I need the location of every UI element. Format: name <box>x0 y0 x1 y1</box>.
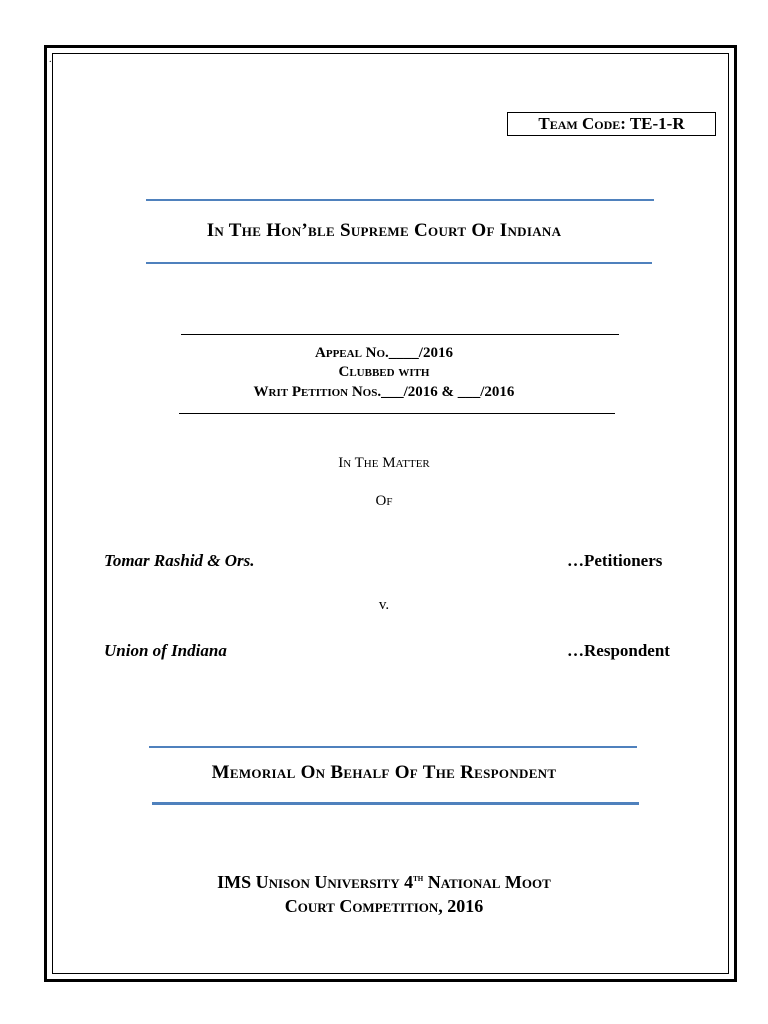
memorial-bottom-rule <box>152 802 639 805</box>
respondent-role: …Respondent <box>567 641 670 660</box>
page-border-inner <box>52 53 729 974</box>
writ-petition-numbers: Writ Petition Nos.___/2016 & ___/2016 <box>253 384 515 400</box>
stray-dot: . <box>49 54 52 65</box>
competition-line-2: Court Competition, 2016 <box>284 896 484 916</box>
team-code-box: Team Code: TE-1-R <box>507 112 716 136</box>
versus: v. <box>378 597 390 613</box>
of-label: Of <box>375 493 393 509</box>
court-title-bottom-rule <box>146 262 652 264</box>
respondent-name: Union of Indiana <box>104 641 227 660</box>
case-top-rule <box>181 334 619 335</box>
in-the-matter: In The Matter <box>338 455 430 471</box>
court-title-top-rule <box>146 199 654 201</box>
petitioner-role: …Petitioners <box>567 551 663 570</box>
case-bottom-rule <box>179 413 615 414</box>
court-title: In The Hon’ble Supreme Court Of Indiana <box>206 220 562 241</box>
memorial-title: Memorial On Behalf Of The Respondent <box>211 762 557 783</box>
competition-line-1: IMS Unison University 4th National Moot <box>217 872 551 892</box>
memorial-top-rule <box>149 746 637 748</box>
appeal-number: Appeal No.____/2016 <box>315 345 453 361</box>
clubbed-with: Clubbed with <box>338 364 430 380</box>
petitioner-name: Tomar Rashid & Ors. <box>104 551 255 570</box>
